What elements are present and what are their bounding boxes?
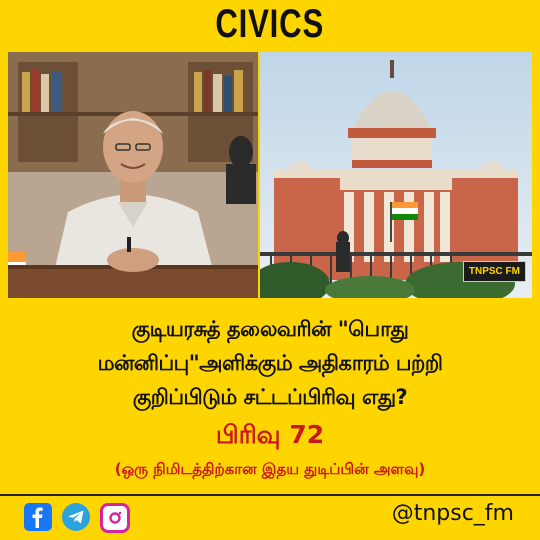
page-title: CIVICS (215, 2, 325, 46)
watermark-badge: TNPSC FM (463, 261, 526, 282)
note-text: (ஒரு நிமிடத்திற்கான இதய துடிப்பின் அளவு) (114, 460, 426, 478)
question-line: மன்னிப்பு"அளிக்கும் அதிகாரம் பற்றி (97, 351, 443, 375)
social-links (24, 503, 130, 533)
question-line: குடியரசுத் தலைவரின் "பொது (131, 317, 409, 341)
social-handle: @tnpsc_fm (391, 501, 514, 526)
header-bar (0, 0, 540, 49)
answer-text: பிரிவு 72 (215, 420, 325, 449)
facebook-icon[interactable] (24, 503, 52, 531)
instagram-icon[interactable] (100, 503, 130, 533)
question-line: குறிப்பிடும் சட்டப்பிரிவு எது? (132, 385, 408, 409)
telegram-icon[interactable] (62, 503, 90, 531)
footer (0, 497, 540, 540)
footer-divider (0, 494, 540, 496)
supreme-court-photo (260, 52, 532, 298)
question-text (10, 312, 530, 414)
president-photo (8, 52, 258, 298)
